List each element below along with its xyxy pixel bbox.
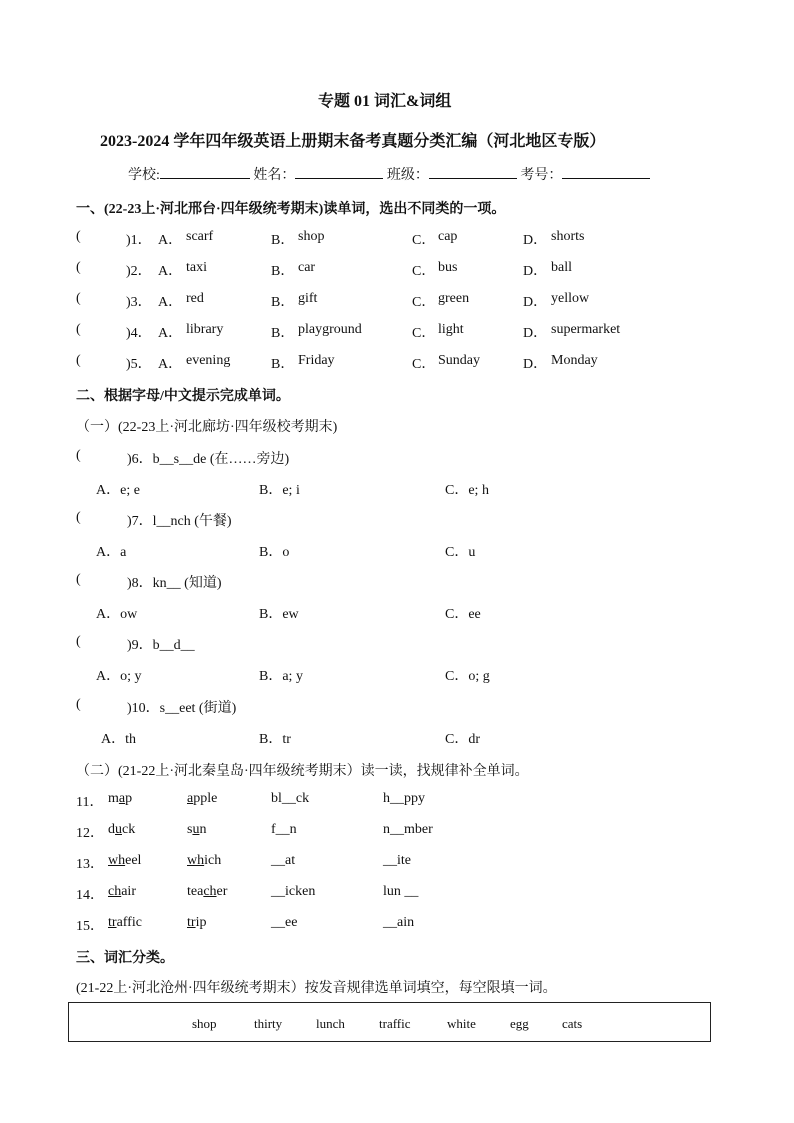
option-a-label: A．	[158, 233, 183, 248]
question-stem: )9．b__d__	[127, 638, 195, 653]
section2-part1-heading: （一）(22-23上·河北廊坊·四年级校考期末)	[76, 420, 338, 435]
school-label: 学校:	[128, 168, 160, 183]
word-prefix: tea	[187, 884, 204, 899]
word-underlined: tr	[187, 915, 196, 930]
option-c-label: C．	[412, 233, 436, 248]
option-b-label: B．	[271, 326, 295, 341]
option-b-word: playground	[298, 322, 362, 337]
option-a: A．ow	[96, 607, 138, 622]
answer-paren[interactable]: (	[76, 697, 81, 712]
number-blank[interactable]	[562, 164, 650, 179]
option-c-word: green	[438, 291, 470, 306]
option-c-word: cap	[438, 229, 458, 244]
option-d-label: D．	[523, 357, 548, 372]
example-word	[187, 884, 227, 900]
example-word	[187, 853, 221, 869]
option-a-word: red	[186, 291, 204, 306]
option-d-label: D．	[523, 295, 548, 310]
word-bank-item: shop	[192, 1016, 217, 1031]
word-bank-item: thirty	[254, 1016, 283, 1031]
option-b-word: car	[298, 260, 316, 275]
question-number: )4．	[126, 326, 152, 341]
option-c: C．e; h	[445, 483, 489, 498]
option-b-label: B．	[271, 264, 295, 279]
answer-paren[interactable]: (	[76, 291, 81, 306]
option-a-label: A．	[158, 326, 183, 341]
option-d-word: shorts	[551, 229, 585, 244]
option-c-label: C．	[412, 326, 436, 341]
word-suffix: eel	[125, 853, 142, 868]
option-d-word: yellow	[551, 291, 590, 306]
option-d-word: Monday	[551, 353, 598, 368]
row-number: 11．	[76, 795, 104, 810]
word-suffix: er	[216, 884, 228, 899]
option-c: C．o; g	[445, 669, 490, 684]
example-word	[187, 915, 206, 931]
number-label: 考号：	[520, 168, 563, 183]
option-a-word: library	[186, 322, 224, 337]
option-a: A．th	[101, 732, 136, 747]
answer-paren[interactable]: (	[76, 448, 81, 463]
option-c: C．ee	[445, 607, 481, 622]
word-underlined: wh	[108, 853, 126, 868]
class-blank[interactable]	[429, 164, 517, 179]
word-suffix: p	[125, 791, 133, 806]
word-prefix: d	[108, 822, 115, 837]
option-c-label: C．	[412, 357, 436, 372]
answer-paren[interactable]: (	[76, 353, 81, 368]
fill-word[interactable]: __icken	[271, 884, 316, 899]
fill-word[interactable]: h__ppy	[383, 791, 425, 806]
option-c: C．u	[445, 545, 476, 560]
question-stem: )6．b__s__de (在……旁边)	[127, 452, 290, 467]
answer-paren[interactable]: (	[76, 260, 81, 275]
word-underlined: a	[187, 791, 194, 806]
question-stem: )8．kn__ (知道)	[127, 576, 222, 591]
example-word	[108, 884, 136, 900]
option-a-label: A．	[158, 357, 183, 372]
option-d-label: D．	[523, 264, 548, 279]
section2-heading: 二、根据字母/中文提示完成单词。	[76, 389, 290, 404]
question-number: )2．	[126, 264, 152, 279]
word-bank-item: lunch	[316, 1016, 345, 1031]
option-c-word: light	[438, 322, 464, 337]
word-suffix: affic	[116, 915, 142, 930]
option-a-label: A．	[158, 295, 183, 310]
fill-word[interactable]: n__mber	[383, 822, 433, 837]
option-a-word: evening	[186, 353, 231, 368]
fill-word[interactable]: bl__ck	[271, 791, 310, 806]
section3-heading: 三、词汇分类。	[76, 951, 174, 966]
example-word	[187, 791, 217, 807]
option-c-label: C．	[412, 295, 436, 310]
example-word	[187, 822, 206, 838]
word-suffix: n	[199, 822, 207, 837]
option-b-label: B．	[271, 357, 295, 372]
option-b-label: B．	[271, 233, 295, 248]
answer-paren[interactable]: (	[76, 572, 81, 587]
option-d-word: supermarket	[551, 322, 621, 337]
word-suffix: ip	[195, 915, 207, 930]
example-word	[108, 853, 141, 869]
word-underlined: tr	[108, 915, 117, 930]
option-b-label: B．	[271, 295, 295, 310]
word-suffix: ck	[122, 822, 136, 837]
question-number: )3．	[126, 295, 152, 310]
question-number: )1．	[126, 233, 152, 248]
option-a-label: A．	[158, 264, 183, 279]
question-number: )5．	[126, 357, 152, 372]
fill-word[interactable]: f__n	[271, 822, 297, 837]
section3-instruction: (21-22上·河北沧州·四年级统考期末）按发音规律选单词填空，每空限填一词。	[76, 981, 557, 996]
fill-word[interactable]: __ite	[383, 853, 411, 868]
row-number: 15．	[76, 919, 104, 934]
word-underlined: a	[118, 791, 126, 806]
section1-heading	[76, 198, 505, 218]
section2-part2-heading: （二）(21-22上·河北秦皇岛·四年级统考期末）读一读，找规律补全单词。	[76, 764, 529, 779]
example-word	[108, 822, 135, 838]
option-b-word: shop	[298, 229, 325, 244]
word-underlined: ch	[203, 884, 217, 899]
section1-instruction: 读单词，选出不同类的一项。	[323, 202, 506, 217]
answer-paren[interactable]: (	[76, 634, 81, 649]
option-b: B．ew	[259, 607, 299, 622]
answer-paren[interactable]: (	[76, 322, 81, 337]
question-stem: )7．l__nch (午餐)	[127, 514, 232, 529]
option-d-label: D．	[523, 233, 548, 248]
option-b: B．a; y	[259, 669, 303, 684]
option-b: B．e; i	[259, 483, 300, 498]
option-c-label: C．	[412, 264, 436, 279]
row-number: 13．	[76, 857, 104, 872]
name-label: 姓名：	[253, 168, 296, 183]
option-b: B．o	[259, 545, 290, 560]
word-bank-item: white	[447, 1016, 476, 1031]
word-bank-item: cats	[562, 1016, 583, 1031]
option-d-word: ball	[551, 260, 572, 275]
option-a-word: taxi	[186, 260, 207, 275]
class-label: 班级：	[386, 168, 429, 183]
word-suffix: ich	[204, 853, 222, 868]
option-a: A．e; e	[96, 483, 140, 498]
word-underlined: ch	[108, 884, 122, 899]
option-c: C．dr	[445, 732, 480, 747]
word-prefix: s	[187, 822, 193, 837]
info-line	[128, 164, 650, 184]
word-underlined: u	[115, 822, 122, 837]
option-a: A．o; y	[96, 669, 142, 684]
option-c-word: bus	[438, 260, 458, 275]
row-number: 14．	[76, 888, 104, 903]
word-prefix: m	[108, 791, 119, 806]
answer-paren[interactable]: (	[76, 229, 81, 244]
word-underlined: wh	[187, 853, 205, 868]
fill-word[interactable]: lun __	[383, 884, 419, 899]
page-subtitle: 2023-2024 学年四年级英语上册期末备考真题分类汇编（河北地区专版）	[100, 133, 606, 150]
section1-title: 一、(22-23上·河北邢台·四年级统考期末)	[76, 202, 324, 217]
name-blank[interactable]	[295, 164, 383, 179]
option-c-word: Sunday	[438, 353, 480, 368]
fill-word[interactable]: __ee	[271, 915, 298, 930]
question-stem: )10．s__eet (街道)	[127, 701, 237, 716]
row-number: 12．	[76, 826, 104, 841]
answer-paren[interactable]: (	[76, 510, 81, 525]
option-a-word: scarf	[186, 229, 214, 244]
word-suffix: air	[121, 884, 136, 899]
option-a: A．a	[96, 545, 127, 560]
option-b: B．tr	[259, 732, 291, 747]
word-suffix: pple	[193, 791, 218, 806]
word-bank-item: egg	[510, 1016, 529, 1031]
example-word	[108, 915, 142, 931]
school-blank[interactable]	[160, 164, 250, 179]
fill-word[interactable]: __at	[271, 853, 296, 868]
fill-word[interactable]: __ain	[383, 915, 415, 930]
page-title: 专题 01 词汇&词组	[318, 93, 452, 110]
option-d-label: D．	[523, 326, 548, 341]
word-bank-item: traffic	[379, 1016, 411, 1031]
word-underlined: u	[192, 822, 200, 837]
option-b-word: gift	[298, 291, 318, 306]
option-b-word: Friday	[298, 353, 335, 368]
example-word	[108, 791, 132, 807]
